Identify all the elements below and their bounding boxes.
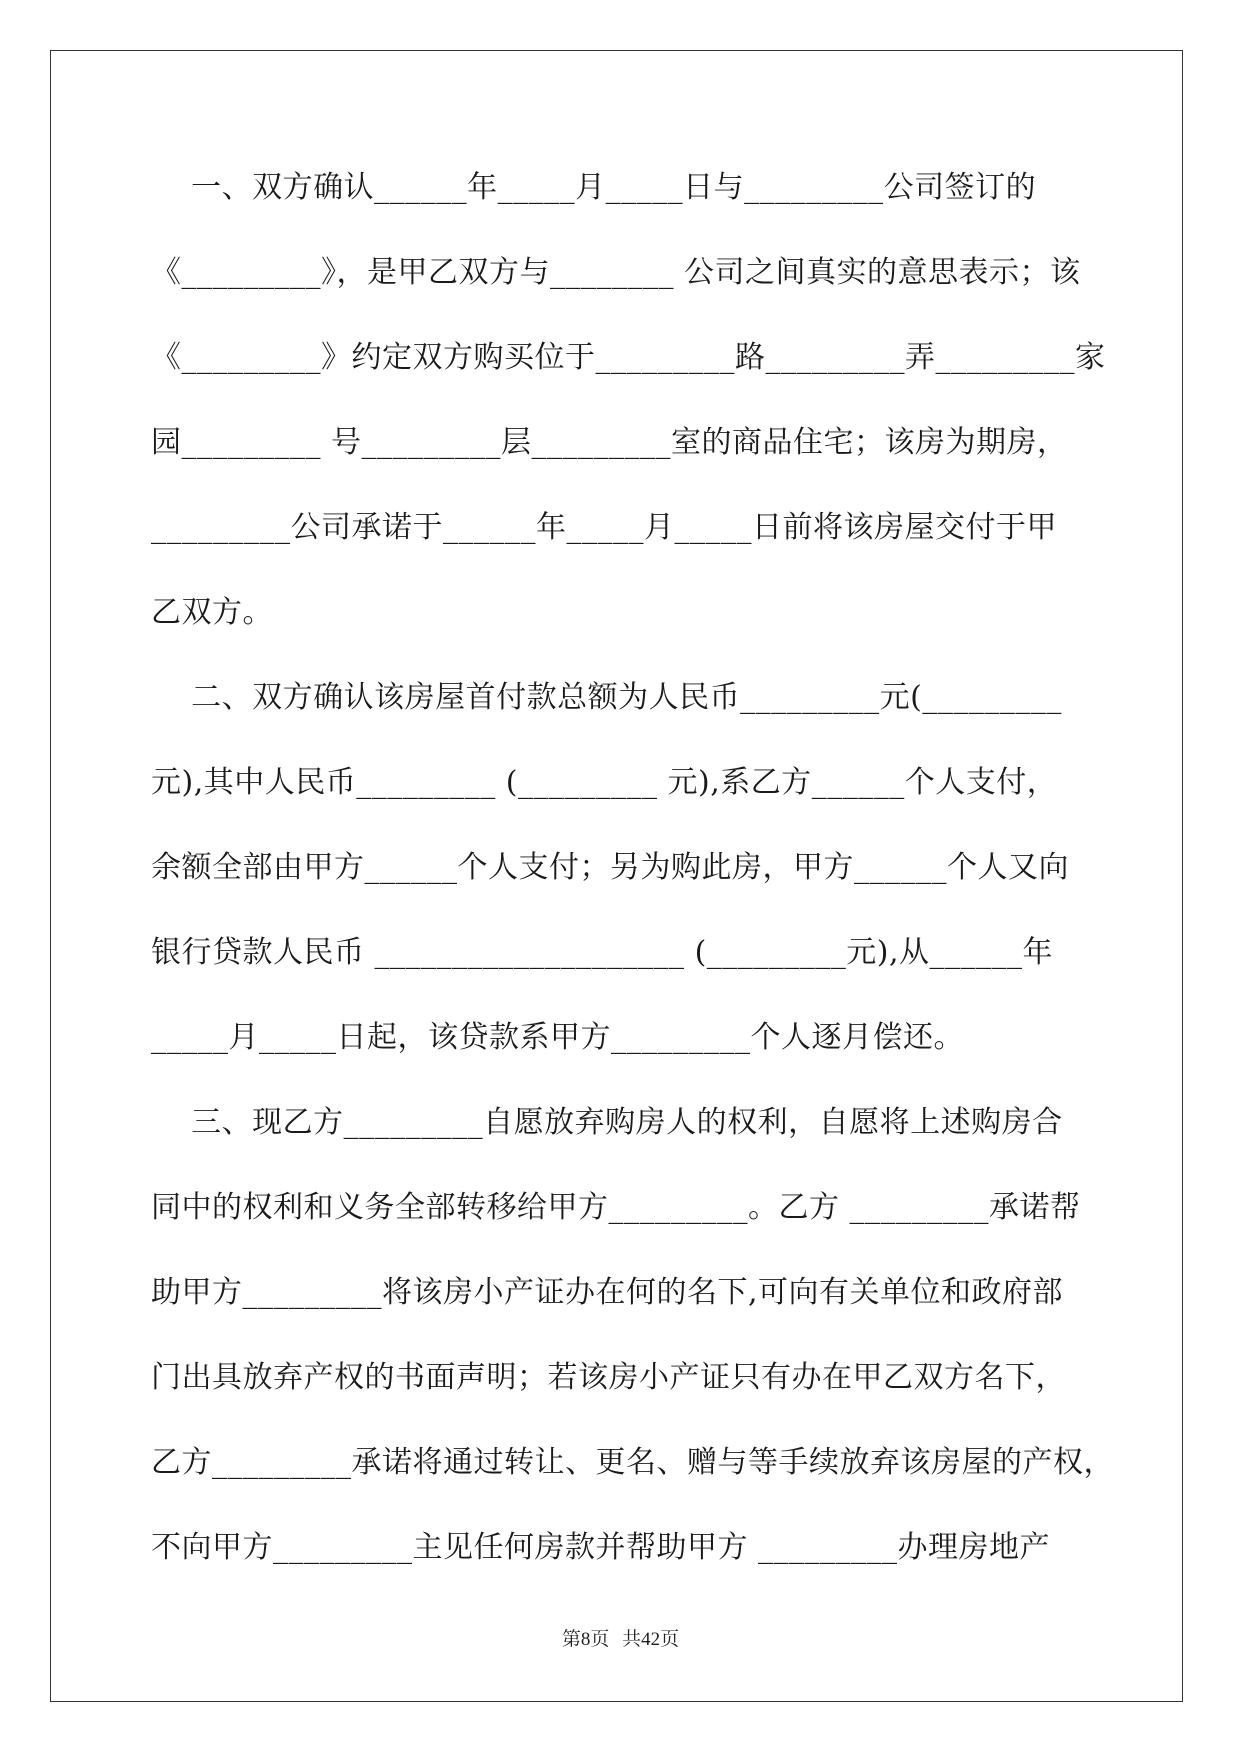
text-line-1: 一、双方确认______年_____月_____日与_________公司签订的 xyxy=(151,170,1037,205)
text-line-14: 助甲方_________将该房小产证办在何的名下,可向有关单位和政府部 xyxy=(151,1275,1064,1310)
text-line-5: _________公司承诺于______年_____月_____日前将该房屋交付于甲 xyxy=(151,510,1057,545)
text-line-6: 乙双方。 xyxy=(151,595,273,630)
text-line-2: 《_________》，是甲乙双方与________ 公司之间真实的意思表示；该 xyxy=(151,255,1081,290)
text-line-13: 同中的权利和义务全部转移给甲方_________。乙方 _________承诺帮 xyxy=(151,1190,1081,1225)
page-total: 共42页 xyxy=(622,1629,680,1650)
text-line-3: 《_________》约定双方购买位于_________路_________弄_________家 xyxy=(151,340,1106,375)
page-footer xyxy=(0,1624,1241,1651)
text-line-16: 乙方_________承诺将通过转让、更名、赠与等手续放弃该房屋的产权， xyxy=(151,1445,1114,1480)
text-line-9: 余额全部由甲方______个人支付；另为购此房，甲方______个人又向 xyxy=(151,850,1069,885)
text-line-10: 银行贷款人民币 ____________________ (_________元),从______年 xyxy=(151,935,1054,970)
text-line-12: 三、现乙方_________自愿放弃购房人的权利，自愿将上述购房合 xyxy=(151,1105,1063,1140)
text-line-8: 元),其中人民币_________ (_________ 元),系乙方______个人支付， xyxy=(151,765,1058,800)
text-line-7: 二、双方确认该房屋首付款总额为人民币_________元(_________ xyxy=(151,680,1062,715)
page-number: 第8页 xyxy=(561,1629,610,1650)
text-line-11: _____月_____日起，该贷款系甲方_________个人逐月偿还。 xyxy=(151,1020,964,1055)
text-line-17: 不向甲方_________主见任何房款并帮助甲方 _________办理房地产 xyxy=(151,1530,1051,1565)
text-line-4: 园_________ 号_________层_________室的商品住宅；该房为期房， xyxy=(151,425,1068,460)
document-body xyxy=(151,160,1114,1605)
text-line-15: 门出具放弃产权的书面声明；若该房小产证只有办在甲乙双方名下， xyxy=(151,1360,1066,1395)
